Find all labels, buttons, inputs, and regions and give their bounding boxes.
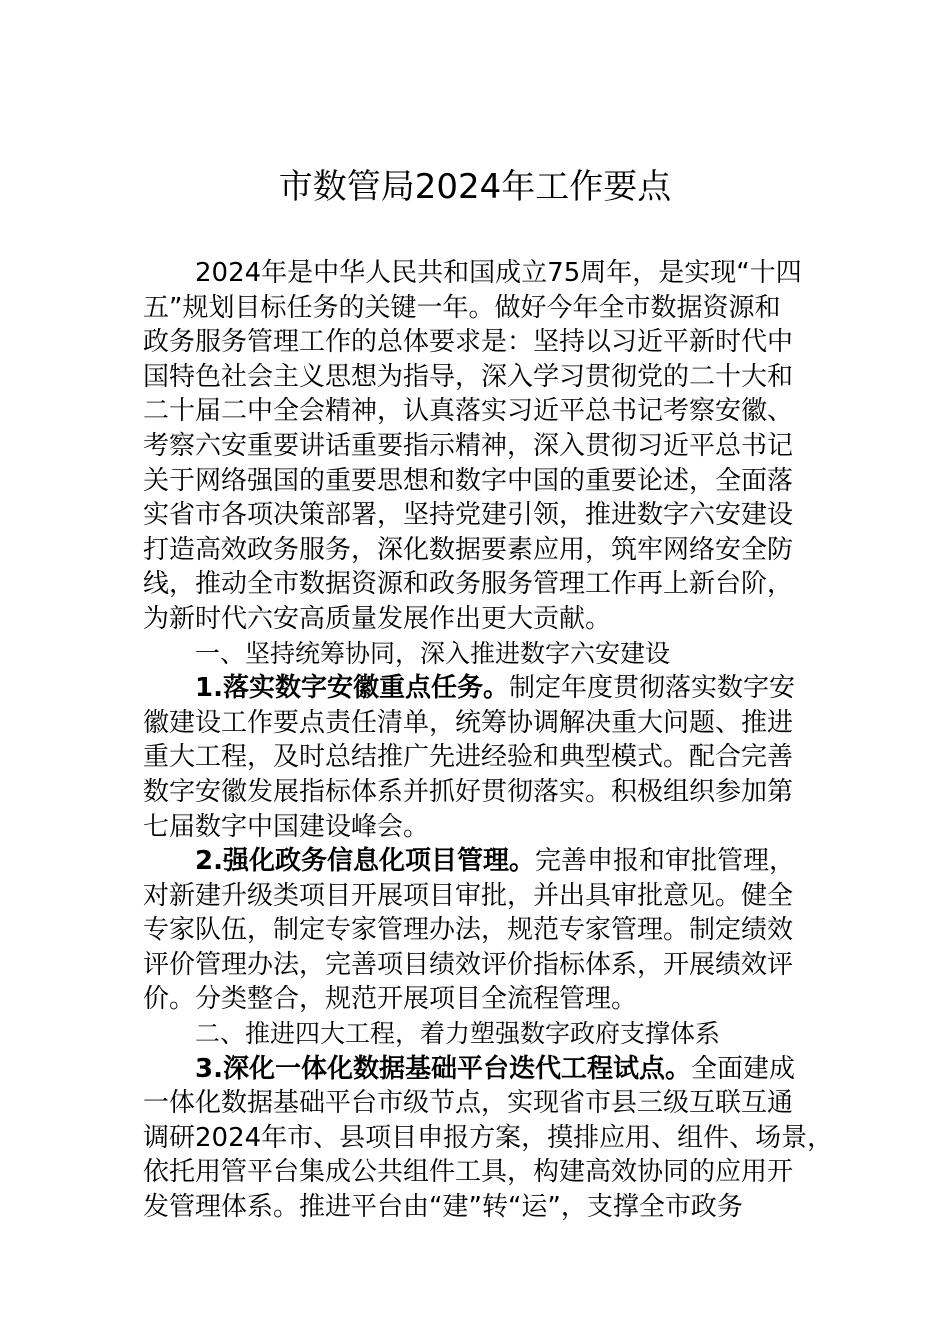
text-line bbox=[143, 740, 813, 775]
line-text: 二、推进四大工程，着力塑强数字政府支撑体系 bbox=[195, 1019, 721, 1049]
line-text: 二十届二中全会精神，认真落实习近平总书记考察安徽、 bbox=[143, 396, 794, 427]
text-line bbox=[143, 256, 813, 291]
page-title: 市数管局2024年工作要点 bbox=[278, 167, 672, 207]
text-line bbox=[143, 1121, 834, 1156]
line-text: 制定年度贯彻落实数字安 bbox=[508, 673, 795, 704]
line-text: 关于网络强国的重要思想和数字中国的重要论述，全面落 bbox=[143, 465, 794, 496]
text-line bbox=[143, 429, 813, 464]
line-text: 五”规划目标任务的关键一年。做好今年全市数据资源和 bbox=[143, 292, 781, 323]
line-text: 价。分类整合，规范开展项目全流程管理。 bbox=[143, 984, 638, 1015]
text-line bbox=[143, 325, 813, 360]
text-line bbox=[143, 602, 813, 637]
item-lead: 1.落实数字安徽重点任务。 bbox=[195, 673, 509, 704]
text-line bbox=[143, 671, 813, 706]
section-heading bbox=[143, 637, 813, 672]
text-line bbox=[143, 1052, 813, 1087]
text-line bbox=[143, 706, 813, 741]
paragraph bbox=[143, 671, 813, 844]
section-heading bbox=[143, 1017, 813, 1052]
item-lead: 3.深化一体化数据基础平台迭代工程试点。 bbox=[195, 1053, 691, 1084]
text-line bbox=[143, 844, 813, 879]
text-line bbox=[143, 637, 813, 672]
text-line bbox=[143, 1017, 813, 1052]
line-text: 一、坚持统筹协同，深入推进数字六安建设 bbox=[195, 638, 671, 668]
line-text: 七届数字中国建设峰会。 bbox=[143, 811, 430, 842]
text-line bbox=[143, 1155, 813, 1190]
text-line bbox=[143, 948, 813, 983]
line-text: 重大工程，及时总结推广先进经验和典型模式。配合完善 bbox=[143, 742, 794, 773]
line-text: 打造高效政务服务，深化数据要素应用，筑牢网络安全防 bbox=[143, 534, 794, 565]
text-line bbox=[143, 533, 813, 568]
text-line bbox=[143, 291, 813, 326]
line-text: 评价管理办法，完善项目绩效评价指标体系，开展绩效评 bbox=[143, 949, 794, 980]
line-text: 依托用管平台集成公共组件工具，构建高效协同的应用开 bbox=[143, 1157, 794, 1188]
line-text: 2024年是中华人民共和国成立75周年，是实现“十四 bbox=[195, 258, 802, 288]
text-line bbox=[143, 775, 813, 810]
line-text: 全面建成 bbox=[690, 1053, 795, 1084]
text-line bbox=[143, 498, 813, 533]
line-text: 对新建升级类项目开展项目审批，并出具审批意见。健全 bbox=[143, 880, 794, 911]
text-line bbox=[143, 982, 813, 1017]
line-text: 国特色社会主义思想为指导，深入学习贯彻党的二十大和 bbox=[143, 361, 794, 392]
document-body bbox=[143, 256, 834, 1225]
text-line bbox=[143, 567, 813, 602]
text-line bbox=[143, 810, 813, 845]
text-line bbox=[143, 913, 813, 948]
text-line bbox=[143, 879, 813, 914]
text-line bbox=[143, 394, 813, 429]
line-text: 线，推动全市数据资源和政务服务管理工作再上新台阶， bbox=[143, 569, 794, 600]
line-text: 徽建设工作要点责任清单，统筹协调解决重大问题、推进 bbox=[143, 707, 794, 738]
text-line bbox=[143, 1190, 813, 1225]
text-line bbox=[143, 360, 813, 395]
line-text: 完善申报和审批管理， bbox=[534, 846, 795, 877]
item-lead: 2.强化政务信息化项目管理。 bbox=[195, 846, 535, 877]
line-text: 调研2024年市、县项目申报方案，摸排应用、组件、场景， bbox=[143, 1122, 834, 1153]
text-line bbox=[143, 1086, 813, 1121]
paragraph bbox=[143, 256, 813, 637]
line-text: 为新时代六安高质量发展作出更大贡献。 bbox=[143, 603, 612, 634]
paragraph bbox=[143, 1052, 834, 1225]
line-text: 发管理体系。推进平台由“建”转“运”，支撑全市政务 bbox=[143, 1192, 743, 1223]
text-line bbox=[143, 464, 813, 499]
paragraph bbox=[143, 844, 813, 1017]
line-text: 一体化数据基础平台市级节点，实现省市县三级互联互通 bbox=[143, 1088, 794, 1119]
line-text: 考察六安重要讲话重要指示精神，深入贯彻习近平总书记 bbox=[143, 430, 794, 461]
line-text: 实省市各项决策部署，坚持党建引领，推进数字六安建设 bbox=[143, 500, 794, 531]
line-text: 政务服务管理工作的总体要求是：坚持以习近平新时代中 bbox=[143, 327, 794, 358]
line-text: 专家队伍，制定专家管理办法，规范专家管理。制定绩效 bbox=[143, 915, 794, 946]
line-text: 数字安徽发展指标体系并抓好贯彻落实。积极组织参加第 bbox=[143, 776, 794, 807]
